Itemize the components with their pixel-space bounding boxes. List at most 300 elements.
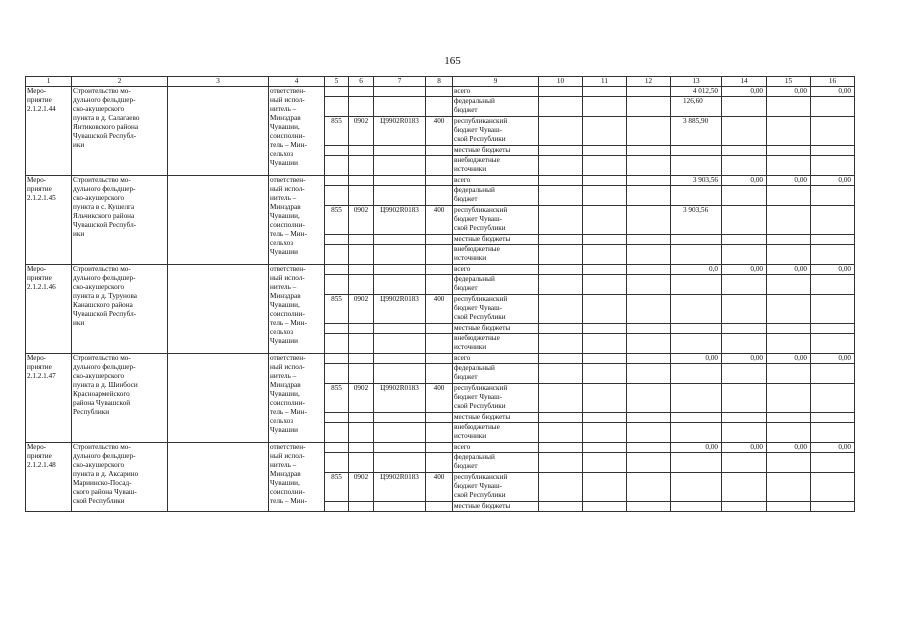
responsible-cell bbox=[269, 176, 325, 265]
code-grbs-cell bbox=[325, 235, 349, 245]
event-number-cell bbox=[26, 87, 72, 176]
budget-table bbox=[25, 76, 855, 512]
amount-col14-cell bbox=[722, 324, 767, 334]
amount-col13-cell: 0,0 bbox=[671, 265, 722, 275]
code-grbs-cell bbox=[325, 245, 349, 265]
funding-source-cell-line: внебюджетные bbox=[454, 245, 500, 253]
column-number-16: 16 bbox=[811, 77, 855, 87]
column-12-cell bbox=[627, 265, 671, 275]
event-name-cell-line: пункта в д. Шинбоси bbox=[73, 381, 138, 389]
amount-col15-cell: 0,00 bbox=[767, 176, 811, 186]
responsible-cell bbox=[269, 265, 325, 354]
code-rz-cell bbox=[349, 186, 374, 206]
column-11-cell bbox=[583, 235, 627, 245]
responsible-cell-line: Чувашии bbox=[270, 426, 298, 434]
amount-col16-cell bbox=[811, 275, 855, 295]
column-10-cell bbox=[539, 354, 583, 364]
event-name-cell-line: Мариинско-Посад- bbox=[73, 479, 132, 487]
column-number-5: 5 bbox=[325, 77, 349, 87]
column-10-cell bbox=[539, 265, 583, 275]
column-10-cell bbox=[539, 443, 583, 453]
event-number-cell-line: приятие bbox=[27, 185, 52, 193]
amount-col15-cell: 0,00 bbox=[767, 354, 811, 364]
amount-col14-cell bbox=[722, 502, 767, 512]
column-10-cell bbox=[539, 413, 583, 423]
funding-source-cell-line: республиканский bbox=[454, 117, 508, 125]
code-rz-cell bbox=[349, 156, 374, 176]
column-10-cell bbox=[539, 156, 583, 176]
code-csr-cell bbox=[374, 265, 426, 275]
column-number-2: 2 bbox=[72, 77, 168, 87]
code-vr-cell bbox=[426, 423, 453, 443]
amount-col14-cell bbox=[722, 334, 767, 354]
responsible-cell-line: тель – Мин- bbox=[270, 319, 307, 327]
responsible-cell-line: ответствен- bbox=[270, 176, 306, 184]
amount-col15-cell: 0,00 bbox=[767, 443, 811, 453]
code-csr-cell bbox=[374, 235, 426, 245]
column-12-cell bbox=[627, 156, 671, 176]
funding-source-cell-line: бюджет bbox=[454, 373, 478, 381]
funding-source-cell-line: внебюджетные bbox=[454, 423, 500, 431]
column-12-cell bbox=[627, 275, 671, 295]
column-11-cell bbox=[583, 354, 627, 364]
amount-col15-cell bbox=[767, 473, 811, 502]
code-rz-cell bbox=[349, 423, 374, 443]
page-number: 165 bbox=[444, 55, 461, 67]
code-csr-cell bbox=[374, 453, 426, 473]
code-csr-cell bbox=[374, 334, 426, 354]
column-11-cell bbox=[583, 364, 627, 384]
amount-col15-cell bbox=[767, 413, 811, 423]
event-number-cell-line: приятие bbox=[27, 96, 52, 104]
responsible-cell-line: Чувашии, bbox=[270, 123, 300, 131]
column-number-13: 13 bbox=[671, 77, 722, 87]
column-10-cell bbox=[539, 423, 583, 443]
amount-col15-cell bbox=[767, 146, 811, 156]
column-10-cell bbox=[539, 453, 583, 473]
event-name-cell-line: ики bbox=[73, 230, 85, 238]
code-grbs-cell bbox=[325, 97, 349, 117]
column-12-cell bbox=[627, 384, 671, 413]
column-12-cell bbox=[627, 87, 671, 97]
code-vr-cell: 400 bbox=[426, 384, 453, 413]
amount-col16-cell bbox=[811, 423, 855, 443]
amount-col14-cell bbox=[722, 413, 767, 423]
responsible-cell-line: ответствен- bbox=[270, 354, 306, 362]
funding-source-cell-line: бюджет Чуваш- bbox=[454, 304, 502, 312]
event-number-cell-line: Меро- bbox=[27, 87, 47, 95]
code-csr-cell: Ц9902R0183 bbox=[374, 117, 426, 146]
column-11-cell bbox=[583, 265, 627, 275]
funding-source-cell-line: бюджет bbox=[454, 462, 478, 470]
funding-source-cell-line: бюджет Чуваш- bbox=[454, 393, 502, 401]
amount-col16-cell bbox=[811, 334, 855, 354]
amount-col14-cell: 0,00 bbox=[722, 443, 767, 453]
event-name-cell-line: Янтиковского района bbox=[73, 123, 139, 131]
event-number-cell bbox=[26, 176, 72, 265]
column-12-cell bbox=[627, 235, 671, 245]
amount-col15-cell bbox=[767, 364, 811, 384]
amount-col15-cell: 0,00 bbox=[767, 265, 811, 275]
code-vr-cell bbox=[426, 453, 453, 473]
event-name-cell-line: ско-акушерского bbox=[73, 194, 125, 202]
code-vr-cell bbox=[426, 265, 453, 275]
responsible-cell-line: сельхоз bbox=[270, 328, 294, 336]
column-10-cell bbox=[539, 473, 583, 502]
column-10-cell bbox=[539, 295, 583, 324]
code-csr-cell: Ц9902R0183 bbox=[374, 295, 426, 324]
responsible-cell-line: сельхоз bbox=[270, 417, 294, 425]
amount-col13-cell bbox=[671, 295, 722, 324]
column-number-9: 9 bbox=[453, 77, 539, 87]
event-name-cell-line: пункта в д. Салагаево bbox=[73, 114, 140, 122]
column-11-cell bbox=[583, 146, 627, 156]
responsible-cell-line: ный испол- bbox=[270, 363, 305, 371]
funding-source-cell bbox=[453, 473, 539, 502]
code-grbs-cell: 855 bbox=[325, 295, 349, 324]
responsible-cell-line: соисполни- bbox=[270, 221, 305, 229]
amount-col15-cell bbox=[767, 245, 811, 265]
funding-source-cell bbox=[453, 117, 539, 146]
funding-source-cell-line: местные бюджеты bbox=[454, 235, 511, 243]
amount-col13-cell: 4 012,50 bbox=[671, 87, 722, 97]
code-grbs-cell bbox=[325, 423, 349, 443]
column-10-cell bbox=[539, 245, 583, 265]
funding-source-cell bbox=[453, 206, 539, 235]
event-number-cell-line: 2.1.2.1.48 bbox=[27, 461, 56, 469]
funding-source-cell-line: бюджет Чуваш- bbox=[454, 482, 502, 490]
event-name-cell-line: Канашского района bbox=[73, 301, 133, 309]
responsible-cell-line: Минздрав bbox=[270, 470, 301, 478]
amount-col16-cell: 0,00 bbox=[811, 265, 855, 275]
event-number-cell bbox=[26, 265, 72, 354]
code-rz-cell: 0902 bbox=[349, 295, 374, 324]
code-vr-cell: 400 bbox=[426, 295, 453, 324]
responsible-cell-line: Чувашии, bbox=[270, 390, 300, 398]
column-12-cell bbox=[627, 146, 671, 156]
code-rz-cell bbox=[349, 275, 374, 295]
amount-col15-cell bbox=[767, 97, 811, 117]
funding-source-cell bbox=[453, 87, 539, 97]
column-10-cell bbox=[539, 146, 583, 156]
column-number-row bbox=[26, 77, 855, 87]
column-number-3: 3 bbox=[168, 77, 269, 87]
event-name-cell-line: дульного фельдшер- bbox=[73, 452, 136, 460]
funding-source-cell bbox=[453, 146, 539, 156]
responsible-cell-line: ный испол- bbox=[270, 96, 305, 104]
responsible-cell-line: тель – Мин- bbox=[270, 408, 307, 416]
code-grbs-cell bbox=[325, 324, 349, 334]
amount-col13-cell bbox=[671, 146, 722, 156]
code-csr-cell: Ц9902R0183 bbox=[374, 206, 426, 235]
responsible-cell-line: тель – Мин- bbox=[270, 497, 307, 505]
responsible-cell-line: Чувашии bbox=[270, 159, 298, 167]
amount-col15-cell bbox=[767, 206, 811, 235]
responsible-cell-line: ный испол- bbox=[270, 274, 305, 282]
table-row bbox=[26, 354, 855, 364]
column-11-cell bbox=[583, 87, 627, 97]
event-number-cell bbox=[26, 354, 72, 443]
column-12-cell bbox=[627, 186, 671, 206]
funding-source-cell bbox=[453, 186, 539, 206]
code-grbs-cell bbox=[325, 453, 349, 473]
responsible-cell bbox=[269, 354, 325, 443]
event-name-cell-line: Республики bbox=[73, 408, 110, 416]
column-10-cell bbox=[539, 275, 583, 295]
column-11-cell bbox=[583, 206, 627, 235]
code-vr-cell bbox=[426, 275, 453, 295]
column-11-cell bbox=[583, 324, 627, 334]
code-rz-cell bbox=[349, 176, 374, 186]
code-rz-cell bbox=[349, 443, 374, 453]
code-rz-cell bbox=[349, 87, 374, 97]
responsible-cell-line: нитель – bbox=[270, 372, 297, 380]
column-12-cell bbox=[627, 413, 671, 423]
column-10-cell bbox=[539, 206, 583, 235]
responsible-cell-line: ный испол- bbox=[270, 185, 305, 193]
funding-source-cell-line: источники bbox=[454, 343, 487, 351]
amount-col13-cell: 3 885,90 bbox=[671, 117, 722, 146]
amount-col13-cell: 3 903,56 bbox=[671, 206, 722, 235]
column-12-cell bbox=[627, 324, 671, 334]
amount-col16-cell bbox=[811, 324, 855, 334]
responsible-cell-line: ответствен- bbox=[270, 443, 306, 451]
code-grbs-cell: 855 bbox=[325, 117, 349, 146]
column-10-cell bbox=[539, 502, 583, 512]
responsible-cell-line: нитель – bbox=[270, 194, 297, 202]
responsible-cell-line: соисполни- bbox=[270, 310, 305, 318]
column-10-cell bbox=[539, 334, 583, 354]
column-11-cell bbox=[583, 295, 627, 324]
table-body bbox=[26, 77, 855, 512]
column-11-cell bbox=[583, 384, 627, 413]
amount-col13-cell bbox=[671, 186, 722, 206]
column-11-cell bbox=[583, 186, 627, 206]
amount-col14-cell bbox=[722, 186, 767, 206]
event-name-cell-line: Чувашской Республ- bbox=[73, 310, 137, 318]
amount-col14-cell: 0,00 bbox=[722, 176, 767, 186]
code-grbs-cell bbox=[325, 443, 349, 453]
amount-col16-cell bbox=[811, 97, 855, 117]
responsible-cell-line: соисполни- bbox=[270, 132, 305, 140]
amount-col16-cell bbox=[811, 453, 855, 473]
column-10-cell bbox=[539, 235, 583, 245]
column-12-cell bbox=[627, 97, 671, 117]
code-csr-cell bbox=[374, 354, 426, 364]
amount-col16-cell bbox=[811, 186, 855, 206]
event-name-cell-line: Строительство мо- bbox=[73, 265, 131, 273]
amount-col15-cell bbox=[767, 295, 811, 324]
event-name-cell-line: Строительство мо- bbox=[73, 443, 131, 451]
amount-col14-cell: 0,00 bbox=[722, 87, 767, 97]
funding-source-cell-line: ской Республики bbox=[454, 313, 506, 321]
code-csr-cell bbox=[374, 502, 426, 512]
column-10-cell bbox=[539, 384, 583, 413]
code-csr-cell: Ц9902R0183 bbox=[374, 384, 426, 413]
amount-col15-cell bbox=[767, 423, 811, 443]
funding-source-cell-line: всего bbox=[454, 176, 471, 184]
code-grbs-cell bbox=[325, 334, 349, 354]
amount-col16-cell bbox=[811, 235, 855, 245]
amount-col15-cell: 0,00 bbox=[767, 87, 811, 97]
column-12-cell bbox=[627, 453, 671, 473]
column-number-7: 7 bbox=[374, 77, 426, 87]
code-rz-cell bbox=[349, 97, 374, 117]
code-rz-cell bbox=[349, 364, 374, 384]
funding-source-cell bbox=[453, 235, 539, 245]
funding-source-cell-line: источники bbox=[454, 165, 487, 173]
code-csr-cell bbox=[374, 423, 426, 443]
column-number-14: 14 bbox=[722, 77, 767, 87]
code-vr-cell bbox=[426, 324, 453, 334]
responsible-cell-line: сельхоз bbox=[270, 150, 294, 158]
column-number-15: 15 bbox=[767, 77, 811, 87]
event-number-cell-line: 2.1.2.1.46 bbox=[27, 283, 56, 291]
funding-source-cell bbox=[453, 245, 539, 265]
event-name-cell-line: пункта в д. Аксарино bbox=[73, 470, 139, 478]
funding-source-cell-line: источники bbox=[454, 432, 487, 440]
funding-source-cell-line: местные бюджеты bbox=[454, 413, 511, 421]
responsible-cell-line: Чувашии bbox=[270, 248, 298, 256]
code-grbs-cell bbox=[325, 146, 349, 156]
responsible-cell-line: Минздрав bbox=[270, 203, 301, 211]
amount-col13-cell bbox=[671, 473, 722, 502]
event-name-cell-line: Строительство мо- bbox=[73, 176, 131, 184]
event-name-cell-line: дульного фельдшер- bbox=[73, 96, 136, 104]
responsible-cell bbox=[269, 87, 325, 176]
funding-source-cell-line: республиканский bbox=[454, 295, 508, 303]
funding-source-cell bbox=[453, 453, 539, 473]
event-name-cell-line: ско-акушерского bbox=[73, 283, 125, 291]
funding-source-cell-line: внебюджетные bbox=[454, 334, 500, 342]
column-number-1: 1 bbox=[26, 77, 72, 87]
funding-source-cell bbox=[453, 97, 539, 117]
amount-col14-cell bbox=[722, 473, 767, 502]
code-grbs-cell bbox=[325, 186, 349, 206]
code-grbs-cell bbox=[325, 364, 349, 384]
responsible-cell-line: нитель – bbox=[270, 461, 297, 469]
responsible-cell-line: Минздрав bbox=[270, 114, 301, 122]
code-vr-cell bbox=[426, 443, 453, 453]
funding-source-cell bbox=[453, 364, 539, 384]
amount-col14-cell bbox=[722, 97, 767, 117]
amount-col14-cell bbox=[722, 156, 767, 176]
event-number-cell-line: Меро- bbox=[27, 443, 47, 451]
funding-source-cell bbox=[453, 176, 539, 186]
funding-source-cell bbox=[453, 502, 539, 512]
event-number-cell bbox=[26, 443, 72, 512]
event-name-cell-line: ского района Чуваш- bbox=[73, 488, 137, 496]
code-vr-cell bbox=[426, 413, 453, 423]
column-11-cell bbox=[583, 502, 627, 512]
code-rz-cell bbox=[349, 245, 374, 265]
code-rz-cell bbox=[349, 502, 374, 512]
amount-col16-cell: 0,00 bbox=[811, 354, 855, 364]
amount-col16-cell bbox=[811, 117, 855, 146]
column-12-cell bbox=[627, 245, 671, 265]
responsible-cell-line: нитель – bbox=[270, 283, 297, 291]
amount-col16-cell bbox=[811, 384, 855, 413]
event-name-cell bbox=[72, 176, 168, 265]
event-name-cell-line: ики bbox=[73, 319, 85, 327]
column-3-cell bbox=[168, 354, 269, 443]
event-name-cell-line: района Чувашской bbox=[73, 399, 131, 407]
amount-col15-cell bbox=[767, 156, 811, 176]
amount-col13-cell bbox=[671, 364, 722, 384]
column-12-cell bbox=[627, 354, 671, 364]
column-11-cell bbox=[583, 97, 627, 117]
amount-col14-cell bbox=[722, 384, 767, 413]
amount-col16-cell bbox=[811, 156, 855, 176]
code-csr-cell bbox=[374, 156, 426, 176]
responsible-cell-line: Чувашии, bbox=[270, 212, 300, 220]
event-name-cell-line: Чувашской Республ- bbox=[73, 132, 137, 140]
code-csr-cell bbox=[374, 324, 426, 334]
funding-source-cell-line: бюджет bbox=[454, 106, 478, 114]
event-number-cell-line: 2.1.2.1.45 bbox=[27, 194, 56, 202]
event-name-cell-line: Строительство мо- bbox=[73, 354, 131, 362]
amount-col15-cell bbox=[767, 186, 811, 206]
event-name-cell-line: ско-акушерского bbox=[73, 105, 125, 113]
code-vr-cell: 400 bbox=[426, 206, 453, 235]
amount-col14-cell bbox=[722, 423, 767, 443]
column-11-cell bbox=[583, 413, 627, 423]
funding-source-cell-line: федеральный bbox=[454, 97, 495, 105]
code-csr-cell bbox=[374, 275, 426, 295]
event-name-cell bbox=[72, 354, 168, 443]
responsible-cell-line: Минздрав bbox=[270, 381, 301, 389]
event-number-cell-line: Меро- bbox=[27, 265, 47, 273]
code-vr-cell bbox=[426, 186, 453, 206]
column-10-cell bbox=[539, 176, 583, 186]
column-number-6: 6 bbox=[349, 77, 374, 87]
code-rz-cell bbox=[349, 334, 374, 354]
column-12-cell bbox=[627, 334, 671, 354]
amount-col13-cell bbox=[671, 334, 722, 354]
amount-col13-cell bbox=[671, 245, 722, 265]
code-csr-cell bbox=[374, 186, 426, 206]
responsible-cell-line: Чувашии, bbox=[270, 479, 300, 487]
amount-col14-cell bbox=[722, 295, 767, 324]
funding-source-cell-line: федеральный bbox=[454, 453, 495, 461]
event-name-cell bbox=[72, 87, 168, 176]
funding-source-cell bbox=[453, 275, 539, 295]
amount-col13-cell bbox=[671, 502, 722, 512]
funding-source-cell bbox=[453, 384, 539, 413]
amount-col15-cell bbox=[767, 117, 811, 146]
code-rz-cell: 0902 bbox=[349, 384, 374, 413]
column-number-10: 10 bbox=[539, 77, 583, 87]
code-rz-cell bbox=[349, 265, 374, 275]
column-11-cell bbox=[583, 423, 627, 443]
code-csr-cell bbox=[374, 176, 426, 186]
amount-col15-cell bbox=[767, 324, 811, 334]
code-vr-cell bbox=[426, 245, 453, 265]
column-11-cell bbox=[583, 117, 627, 146]
code-vr-cell bbox=[426, 156, 453, 176]
column-number-12: 12 bbox=[627, 77, 671, 87]
responsible-cell-line: соисполни- bbox=[270, 488, 305, 496]
amount-col15-cell bbox=[767, 275, 811, 295]
column-12-cell bbox=[627, 295, 671, 324]
code-csr-cell: Ц9902R0183 bbox=[374, 473, 426, 502]
amount-col14-cell bbox=[722, 245, 767, 265]
funding-source-cell bbox=[453, 354, 539, 364]
code-vr-cell bbox=[426, 364, 453, 384]
amount-col14-cell bbox=[722, 146, 767, 156]
funding-source-cell bbox=[453, 265, 539, 275]
code-vr-cell bbox=[426, 334, 453, 354]
